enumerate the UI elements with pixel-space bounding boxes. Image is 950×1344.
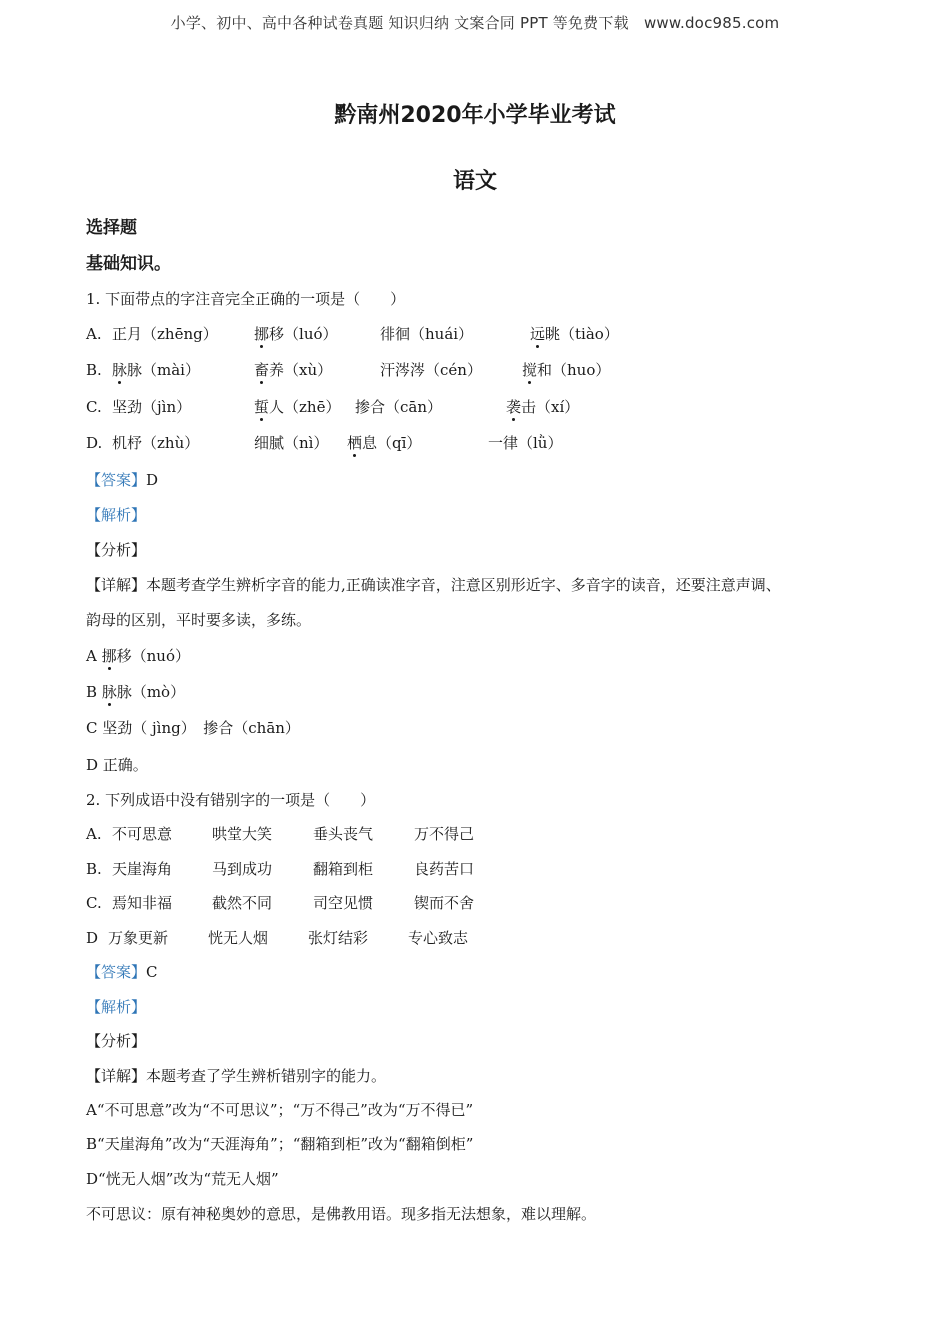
q1-b-word-2: 畜养（xù）: [254, 361, 333, 379]
q1-c-word-2: 蜇人（zhē）: [254, 398, 341, 416]
q2-option-d: D 万象更新 恍无人烟 张灯结彩 专心致志: [86, 929, 469, 947]
q1-option-d: D. 机杼（zhù） 细腻（nì） 栖息（qī） 一律（lǜ）: [86, 434, 563, 452]
q1-d-word-4: 一律（lǜ）: [488, 434, 563, 452]
detail-2: 【详解】本题考查了学生辨析错别字的能力。: [86, 1067, 387, 1085]
fix-d: D 正确。: [86, 756, 148, 774]
detail-1-line-1: 【详解】本题考查学生辨析字音的能力,正确读准字音，注意区别形近字、多音字的读音，还要注意声调、: [86, 576, 781, 594]
question-1-stem: 1. 下面带点的字注音完全正确的一项是（ ）: [86, 290, 406, 308]
answer-2: 【答案】C: [86, 963, 158, 981]
analysis-tag-2: 【解析】: [86, 998, 147, 1016]
fix-b: B 脉脉（mò）: [86, 683, 186, 701]
exam-title: 黔南州2020年小学毕业考试: [334, 103, 616, 128]
fenxi-2: 【分析】: [86, 1032, 147, 1050]
q1-d-word-2: 细腻（nì）: [254, 434, 329, 452]
fix2-b: B“天崖海角”改为“天涯海角”；“翻箱到柜”改为“翻箱倒柜”: [86, 1135, 474, 1153]
q1-c-word-4: 袭击（xí）: [506, 398, 580, 416]
question-2-stem: 2. 下列成语中没有错别字的一项是（ ）: [86, 791, 376, 809]
q2-option-b: B. 天崖海角 马到成功 翻箱到柜 良药苦口: [86, 860, 475, 878]
site-header: 小学、初中、高中各种试卷真题 知识归纳 文案合同 PPT 等免费下载 www.doc985.com: [170, 14, 780, 32]
section-choice: 选择题: [86, 218, 137, 238]
explanation: 不可思议：原有神秘奥妙的意思，是佛教用语。现多指无法想象，难以理解。: [86, 1205, 597, 1223]
q1-option-b: B. 脉脉（mài） 畜养（xù） 汗涔涔（cén） 搅和（huo）: [86, 361, 611, 379]
q1-b-word-3: 汗涔涔（cén）: [380, 361, 482, 379]
fenxi-1: 【分析】: [86, 541, 147, 559]
q1-option-c: C. 坚劲（jìn） 蜇人（zhē） 掺合（cān） 袭击（xí）: [86, 398, 580, 416]
q1-c-word-1: 坚劲（jìn）: [112, 398, 192, 416]
q1-a-word-3: 徘徊（huái）: [380, 325, 474, 343]
q1-a-word-1: 正月（zhēng）: [112, 325, 218, 343]
fix-a: A 挪移（nuó）: [86, 647, 190, 665]
q1-a-word-4: 远眺（tiào）: [530, 325, 619, 343]
q2-option-a: A. 不可思意 哄堂大笑 垂头丧气 万不得己: [86, 825, 475, 843]
q1-d-word-1: 机杼（zhù）: [112, 434, 200, 452]
analysis-tag-1: 【解析】: [86, 506, 147, 524]
detail-1-line-2: 韵母的区别，平时要多读，多练。: [86, 611, 312, 629]
subject-title: 语文: [452, 169, 497, 194]
q1-b-word-1: 脉脉（mài）: [112, 361, 200, 379]
q1-option-a: A. 正月（zhēng） 挪移（luó） 徘徊（huái） 远眺（tiào）: [86, 325, 619, 343]
answer-1: 【答案】D: [86, 471, 159, 489]
fix2-d: D“恍无人烟”改为“荒无人烟”: [86, 1170, 279, 1188]
fix2-a: A“不可思意”改为“不可思议”；“万不得己”改为“万不得已”: [86, 1101, 474, 1119]
q1-a-word-2: 挪移（luó）: [254, 325, 338, 343]
fix-c: C 坚劲（ jìng） 掺合（chān）: [86, 719, 300, 737]
section-basic: 基础知识。: [86, 254, 171, 274]
q1-d-word-3: 栖息（qī）: [347, 434, 422, 452]
q2-option-c: C. 焉知非福 截然不同 司空见惯 锲而不舍: [86, 894, 475, 912]
q1-c-word-3: 掺合（cān）: [355, 398, 443, 416]
q1-b-word-4: 搅和（huo）: [522, 361, 611, 379]
